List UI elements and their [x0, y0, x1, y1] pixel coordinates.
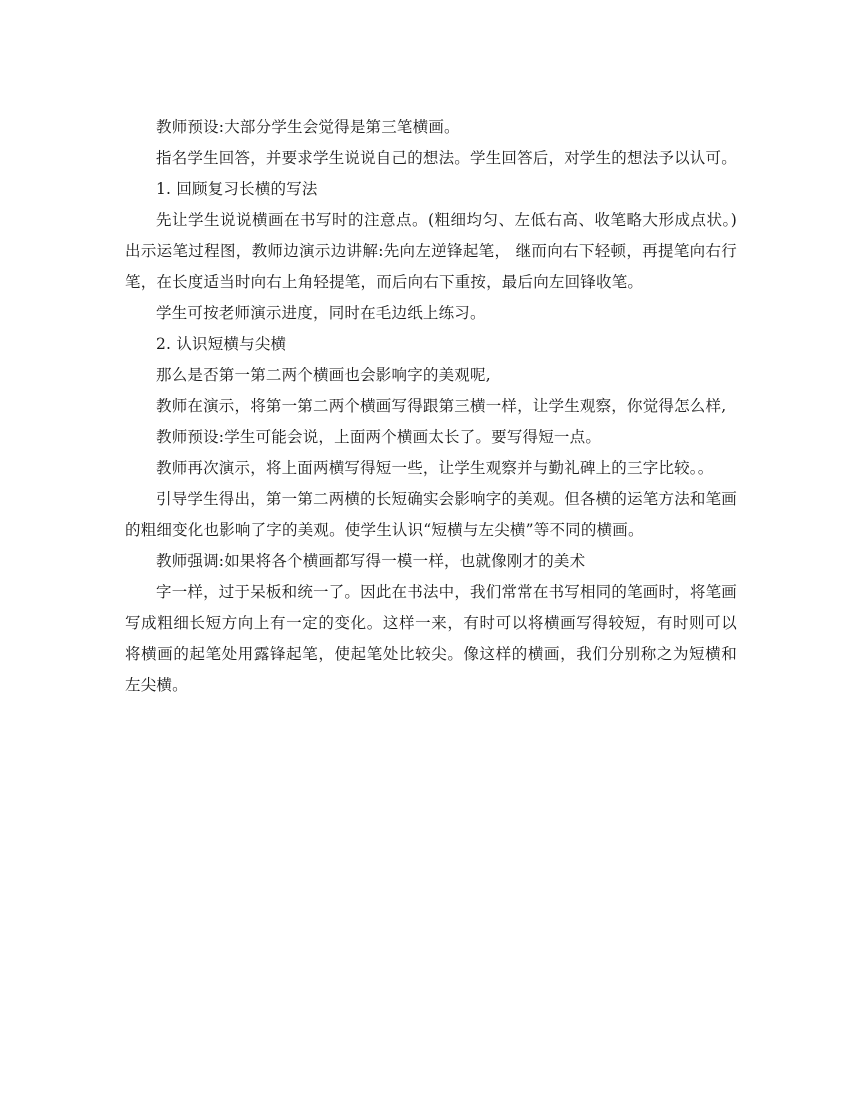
paragraph-conclusion: 字一样，过于呆板和统一了。因此在书法中，我们常常在书写相同的笔画时，将笔画写成粗细长短方向上有一定的变化。这样一来，有时可以将横画写得较短，有时则可以将横画的起笔处用露锋起笔，使起笔处比较尖。像这样的横画，我们分别称之为短横和左尖横。 — [125, 583, 737, 694]
section-heading-2: 2. 认识短横与尖横 — [156, 335, 287, 353]
paragraph-student-answer: 指名学生回答，并要求学生说说自己的想法。学生回答后，对学生的想法予以认可。 — [156, 149, 737, 167]
paragraph-teacher-demo-2: 教师再次演示，将上面两横写得短一些，让学生观察并与勤礼碑上的三字比较。。 — [156, 459, 714, 477]
paragraph-student-practice: 学生可按老师演示进度，同时在毛边纸上练习。 — [156, 304, 486, 322]
paragraph-teacher-preset-2: 教师预设:学生可能会说，上面两个横画太长了。要写得短一点。 — [156, 428, 602, 446]
document-body — [125, 112, 737, 701]
paragraph-guide-students: 引导学生得出，第一第二两横的长短确实会影响字的美观。但各横的运笔方法和笔画的粗细变化也影响了字的美观。使学生认识“短横与左尖横”等不同的横画。 — [125, 490, 737, 539]
paragraph-teacher-preset-1: 教师预设:大部分学生会觉得是第三笔横画。 — [156, 118, 460, 136]
paragraph-teacher-demo-1: 教师在演示，将第一第二两个横画写得跟第三横一样，让学生观察，你觉得怎么样, — [156, 397, 727, 415]
paragraph-teacher-emphasis: 教师强调:如果将各个横画都写得一模一样，也就像刚才的美术 — [156, 552, 586, 570]
paragraph-long-stroke-method: 先让学生说说横画在书写时的注意点。(粗细均匀、左低右高、收笔略大形成点状。)出示运笔过程图，教师边演示边讲解:先向左逆锋起笔， 继而向右下轻顿，再提笔向右行笔，在长度适当时向右上角轻提笔，而后向右下重按，最后向左回锋收笔。 — [125, 211, 737, 291]
section-heading-1: 1. 回顾复习长横的写法 — [156, 180, 318, 198]
paragraph-question: 那么是否第一第二两个横画也会影响字的美观呢, — [156, 366, 491, 384]
